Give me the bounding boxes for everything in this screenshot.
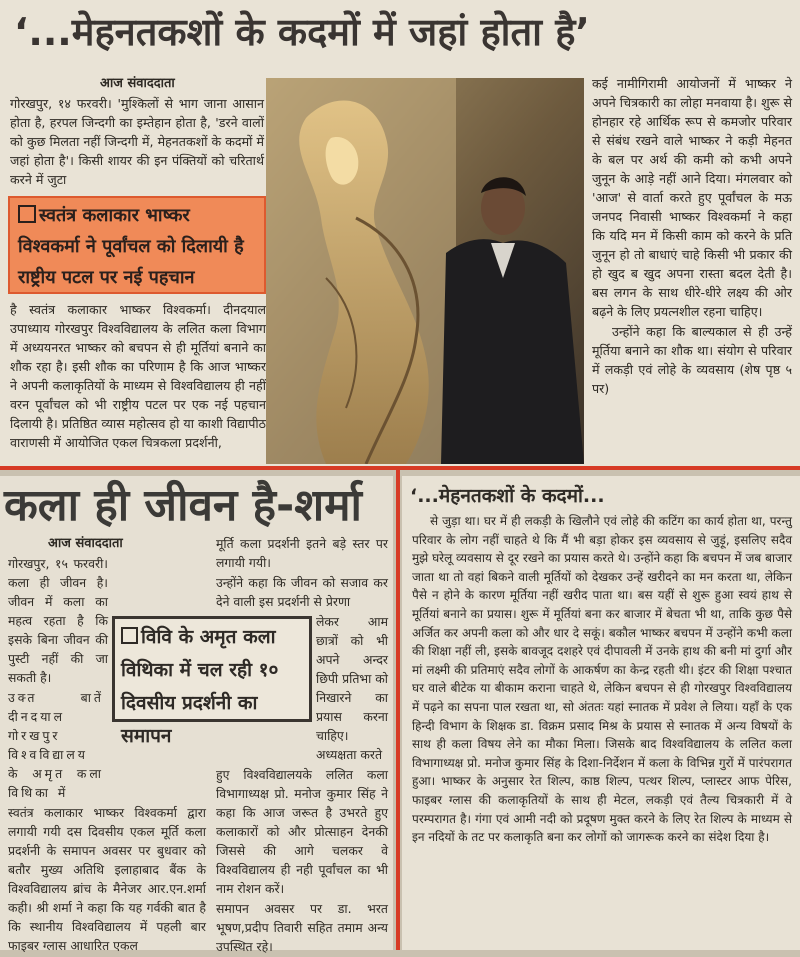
sculpture-and-artist-illustration: [266, 78, 584, 464]
second-story-col2-c: लेकर आम छात्रों को भी अपने अन्दर छिपी प्रतिभा को निखारने का प्रयास करना चाहिए। अध्यक्षता करते: [316, 614, 388, 762]
second-story-col1-a: गोरखपुर, १५ फरवरी। कला ही जीवन है। जीवन में कला का महत्व रहता है कि इसके बिना जीवन की पुस्टी नहीं की जा सकती है।: [8, 556, 108, 685]
second-story-pull-quote: [112, 616, 312, 747]
top-story-left-body: है स्वतंत्र कलाकार भाष्कर विश्वकर्मा। दीनदयाल उपाध्याय गोरखपुर विश्वविद्यालय के ललित कला विभाग में अध्ययनरत भाष्कर को बचपन से ही मूर्तियां बनाने का शौक रहा है। इसी शौक का परिणाम है कि आज भाष्कर ने अपनी कलाकृतियों के माध्यम से विश्वविद्यालय ही नहीं वरन पूर्वांचल को भी राष्ट्रीय पटल पर एक नई पहचान दिलायी है। प्रतिष्ठित व्यास महोत्सव हो या काशी विद्यापीठ वाराणसी में आयोजित एकल चित्रकला प्रदर्शनी,: [10, 302, 266, 450]
top-story-byline: आज संवाददाता: [100, 76, 175, 91]
second-story-col2-d: हुए विश्वविद्यालयके ललित कला विभागाध्यक्ष प्रो. मनोज कुमार सिंह ने कहा कि आज जरूत है उभरते हुए कलाकारों को और प्रोत्साहन देनकी जिससे की आगे चलकर वे विश्वविद्यालय ही नही पूर्वांचल का भी नाम रोशन करें।: [216, 767, 388, 896]
second-story-col1-b: उक्त बातें दीनदयाल गोरखपुर विश्वविद्यालय के अमृत कला विथिका में: [8, 690, 104, 800]
page-headline: ‘...मेहनतकशों के कदमों में जहां होता है’: [14, 10, 590, 54]
artist-photo: [266, 78, 584, 464]
column-rule: [396, 470, 400, 950]
second-story-col2-b: उन्होंने कहा कि जीवन को सजाव कर देने वाली इस प्रदर्शनी से प्रेरणा: [216, 575, 388, 609]
second-story-headline: कला ही जीवन है-शर्मा: [4, 480, 362, 531]
top-story-left-body-column: [10, 300, 266, 453]
second-story-col2-a: मूर्ति कला प्रदर्शनी इतने बड़े स्तर पर लगायी गयी।: [216, 536, 388, 570]
section-rule: [0, 466, 800, 470]
top-story-intro-column: [10, 74, 264, 190]
pull-quote-text: विवि के अमृत कला विथिका में चल रही १० दिवसीय प्रदर्शनी का समापन: [121, 626, 279, 747]
second-story-col1: [8, 534, 206, 956]
second-story-col1-c: स्वतंत्र कलाकार भाष्कर विश्वकर्मा द्वारा लगायी गयी दस दिवसीय एकल मूर्ति कला प्रदर्शनी के समापन अवसर पर बुधवार को बतौर मुख्य अतिथि इलाहाबाद बैंक के विश्वविद्यालय ब्रांच के मैनेजर आर.एन.शर्मा कही। श्री शर्मा ने कहा कि यह गर्वकी बात है कि स्थानीय विश्वविद्यालय में पहली बार फाइबर ग्लास आधारित एकल: [8, 805, 206, 953]
top-story-right-body-1: कई नामीगिरामी आयोजनों में भाष्कर ने अपने चित्रकारी का लोहा मनवाया है। शुरू से होनहार रहे आर्थिक रूप से कमजोर परिवार से संबंध रखने वाले भाष्कर ने कड़ी मेहनत के बल पर अर्थ की कमी को कभी अपने जुनून के आड़े नहीं आने दिया। मंगलवार को 'आज' से वार्ता करते हुए पूर्वांचल के मऊ जनपद निवासी भाष्कर विश्वकर्मा ने कहा कि यदि मन में किसी काम को करने के प्रति जुनून हो तो बाधाएं चाहे किसी भी प्रकार की हो खुद ब खुद अपना रास्ता बदल देती है। बस लगन के साथ धीरे-धीरे लक्ष्य की ओर बढ़ने के लिए प्रयत्नशील रहना चाहिए।: [592, 76, 792, 319]
second-story-byline: आज संवाददाता: [48, 536, 123, 551]
checkbox-bullet-icon: [121, 627, 138, 644]
top-story-intro: गोरखपुर, १४ फरवरी। 'मुश्किलों से भाग जाना आसान होता है, हरपल जिन्दगी का इम्तेहान होता है, 'डरने वालों को कुछ मिलता नहीं जिन्दगी में, मेहनतकशों के कदमों में जहां होता है'। किसी शायर की इन पंक्तियों को चरितार्थ करने में जुटा: [10, 96, 264, 187]
top-story-right-column: [592, 74, 792, 399]
continuation-headline: ‘...मेहनतकशों के कदमों...: [410, 485, 605, 507]
top-story-callout: [8, 196, 266, 294]
continuation-body: से जुड़ा था। घर में ही लकड़ी के खिलौने एवं लोहे की कटिंग का कार्य होता था, परन्तु परिवार के लोग नहीं चाहते थे कि मैं भी बड़ा होकर इस व्यवसाय से जुड़ूं, इसलिए सदैव मुझे घरेलू व्यवसाय से दूर रखने का प्रयास करते थे। उन्होंने कहा कि बचपन में जब बाजार जाता था तो वहां बिकने वाली मूर्तियों को देखकर उन्हें खरीदने का मन करता था, लेकिन पैसे न होने के कारण मूर्तिया नहीं खरीद पाता था। बस यहीं से शुरू हुआ स्वयं हाथ से मूर्तियां बनाने का प्रयास। शुरू में मूर्तियां बना कर बाजार में बेचता भी था, ताकि कुछ पैसे अर्जित कर अपनी कला को और धार दे सकूं। बकौल भाष्कर बचपन में उन्होंने कभी कला की शिक्षा नहीं ली, इसके बावजूद दशहरे एवं दीपावली में उनके हाथ की बनी मां दुर्गा और मां लक्ष्मी की प्रतिमाएं सदैव लोगों के आकर्षण का केन्द्र रहती थी। इंटर की शिक्षा पश्चात घर वाले बीटेक या बीकाम कराना चाहते थे, लेकिन बचपन से ही गोरखपुर विश्वविद्यालय में पढ़ने का सपना पाल रखता था, सो अंततः यहां स्नातक में प्रवेश ले लिया। यहाँ के एक हिन्दी विभाग के शिक्षक डा. विक्रम प्रसाद मिश्र के प्रयास से स्नातक में अन्य विषयों के साथ ही कला विषय लेने का मौका मिला। जिसके बाद विश्वविद्यालय के ललित कला विभागाध्यक्ष प्रो. मनोज कुमार सिंह के दिशा-निर्देशन में कला के विभिन्न गुरों में पारंपरागत हुआ। भाष्कर के अनुसार रेत शिल्प, काष्ठ शिल्प, पत्थर शिल्प, प्लास्टर आफ पेरिस, फाइबर ग्लास की कलाकृतियों के साथ ही मेटल, लकड़ी एवं तैल्य चित्रकारी में वे परम्परागत है। गंगा एवं आमी नदी को प्रदूषण मुक्त करने के लिए रेत शिल्प के माध्यम से इन नदियों के तट पर कलाकृति बना कर लोगों को जागरूक करने का संदेश दिया है।: [412, 514, 792, 845]
second-story-col2: [216, 534, 388, 957]
second-story-col2-e: समापन अवसर पर डा. भरत भूषण,प्रदीप तिवारी सहित तमाम अन्य उपस्थित रहे।: [216, 901, 388, 954]
checkbox-bullet-icon: [18, 205, 36, 223]
continuation-column: [412, 512, 792, 848]
top-story-right-body-2: उन्होंने कहा कि बाल्यकाल से ही उन्हें मूर्तिया बनाने का शौक था। संयोग से परिवार में लकड़ी एवं लोहे के व्यवसाय (शेष पृष्ठ ५ पर): [592, 324, 792, 396]
callout-text: स्वतंत्र कलाकार भाष्कर विश्वकर्मा ने पूर्वांचल को दिलायी है राष्ट्रीय पटल पर नई पहचान: [18, 205, 244, 288]
